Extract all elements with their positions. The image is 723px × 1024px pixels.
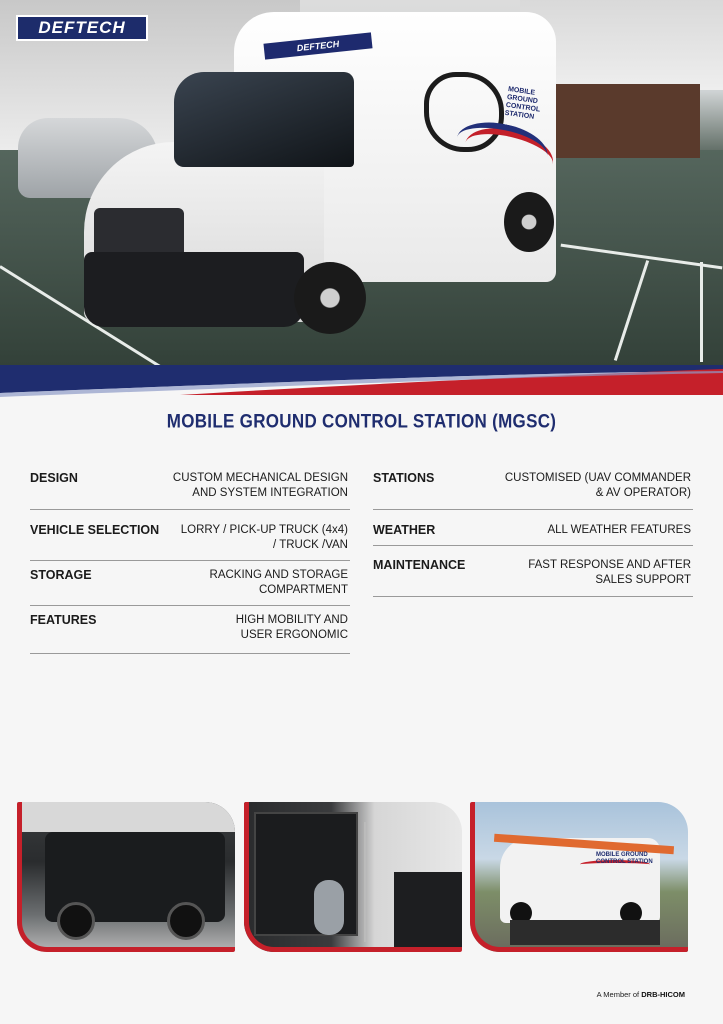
spec-label: MAINTENANCE [373, 558, 466, 572]
spec-value: ALL WEATHER FEATURES [547, 524, 691, 536]
spec-value: LORRY / PICK-UP TRUCK (4x4) / TRUCK /VAN [180, 524, 348, 551]
van-wheel [294, 262, 366, 334]
van-banner: DEFTECH [263, 32, 372, 59]
spec-design [30, 471, 350, 510]
gallery-photo-interior [244, 802, 462, 952]
white-van [84, 12, 556, 342]
spec-value: CUSTOM MECHANICAL DESIGN AND SYSTEM INTEGRATION [172, 472, 348, 499]
spec-label: DESIGN [30, 471, 78, 485]
spec-label: FEATURES [30, 613, 97, 627]
spec-stations [373, 471, 693, 510]
spec-value: FAST RESPONSE AND AFTER SALES SUPPORT [528, 559, 691, 586]
spec-features [30, 613, 350, 654]
spec-label: WEATHER [373, 523, 436, 537]
floor-line [700, 262, 703, 362]
van-side-text: MOBILE GROUND CONTROL STATION [504, 85, 541, 121]
spec-weather [373, 523, 693, 546]
gallery-van-text: MOBILE GROUND CONTROL STATION [596, 852, 653, 865]
member-footer: A Member of DRB-HICOM [596, 990, 685, 999]
spec-value: CUSTOMISED (UAV COMMANDER & AV OPERATOR) [504, 472, 691, 499]
gallery-photo-truck [17, 802, 235, 952]
van-wheel [504, 192, 554, 252]
spec-label: STORAGE [30, 568, 92, 582]
deftech-logo: DEFTECH [16, 15, 148, 41]
spec-maintenance [373, 558, 693, 597]
spec-label: VEHICLE SELECTION [30, 523, 160, 537]
spec-value: RACKING AND STORAGE COMPARTMENT [209, 569, 348, 596]
spec-vehicle-selection [30, 523, 350, 561]
page-title: MOBILE GROUND CONTROL STATION (MGSC) [166, 410, 557, 433]
swoosh-divider [0, 365, 723, 397]
spec-value: HIGH MOBILITY AND USER ERGONOMIC [235, 614, 348, 641]
hero-photo [0, 0, 723, 365]
warehouse-door [550, 84, 700, 158]
spec-storage [30, 568, 350, 606]
gallery-photo-van [470, 802, 688, 952]
spec-label: STATIONS [373, 471, 435, 485]
